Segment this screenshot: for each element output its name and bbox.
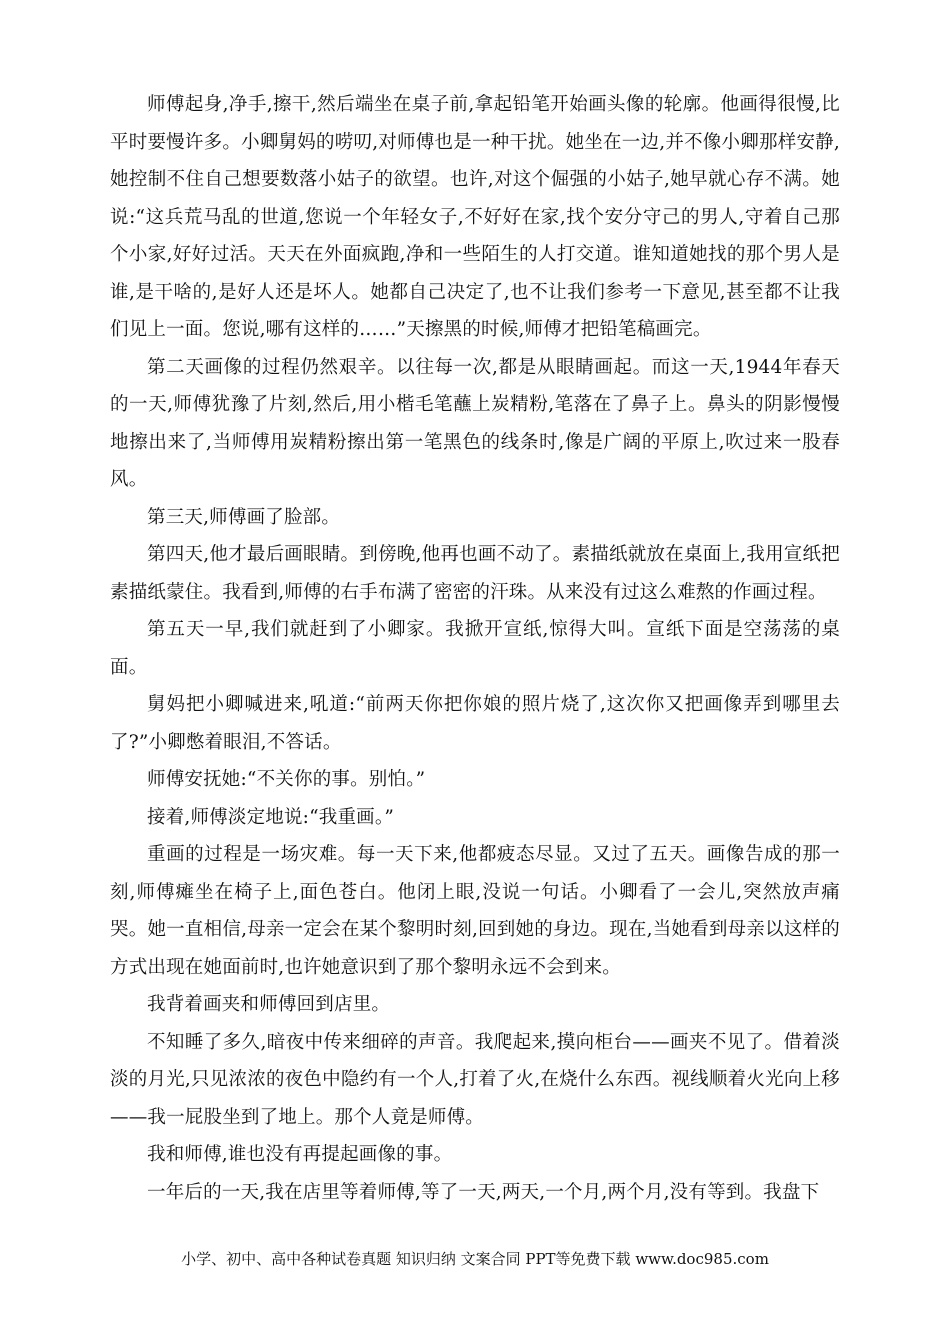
paragraph-2: 第二天画像的过程仍然艰辛。以往每一次,都是从眼睛画起。而这一天,1944年春天的一天,师傅犹豫了片刻,然后,用小楷毛笔蘸上炭精粉,笔落在了鼻子上。鼻头的阴影慢慢地擦出来了,当师傅用炭精粉擦出第一笔黑色的线条时,像是广阔的平原上,吹过来一股春风。 [110,356,840,490]
paragraph-11: 不知睡了多久,暗夜中传来细碎的声音。我爬起来,摸向柜台——画夹不见了。借着淡淡的月光,只见浓浓的夜色中隐约有一个人,打着了火,在烧什么东西。视线顺着火光向上移——我一屁股坐到了地上。那个人竟是师傅。 [110,1031,840,1128]
paragraph-9: 重画的过程是一场灾难。每一天下来,他都疲态尽显。又过了五天。画像告成的那一刻,师傅瘫坐在椅子上,面色苍白。他闭上眼,没说一句话。小卿看了一会儿,突然放声痛哭。她一直相信,母亲一定会在某个黎明时刻,回到她的身边。现在,当她看到母亲以这样的方式出现在她面前时,也许她意识到了那个黎明永远不会到来。 [110,844,840,978]
paragraph-4: 第四天,他才最后画眼睛。到傍晚,他再也画不动了。素描纸就放在桌面上,我用宣纸把素描纸蒙住。我看到,师傅的右手布满了密密的汗珠。从来没有过这么难熬的作画过程。 [110,544,840,603]
paragraph-12: 我和师傅,谁也没有再提起画像的事。 [147,1144,453,1165]
paragraph-6: 舅妈把小卿喊进来,吼道:“前两天你把你娘的照片烧了,这次你又把画像弄到哪里去了?”小卿憋着眼泪,不答话。 [110,694,840,753]
paragraph-3: 第三天,师傅画了脸部。 [147,506,341,528]
paragraph-7: 师傅安抚她:“不关你的事。别怕。” [147,769,426,790]
document-body [110,86,840,1211]
paragraph-8: 接着,师傅淡定地说:“我重画。” [147,806,394,828]
paragraph-10: 我背着画夹和师傅回到店里。 [147,994,391,1015]
page-footer: 小学、初中、高中各种试卷真题 知识归纳 文案合同 PPT等免费下载 www.doc985.com [181,1250,769,1268]
paragraph-13: 一年后的一天,我在店里等着师傅,等了一天,两天,一个月,两个月,没有等到。我盘下 [147,1181,820,1203]
paragraph-5: 第五天一早,我们就赶到了小卿家。我掀开宣纸,惊得大叫。宣纸下面是空荡荡的桌面。 [110,619,840,678]
paragraph-1: 师傅起身,净手,擦干,然后端坐在桌子前,拿起铅笔开始画头像的轮廓。他画得很慢,比平时要慢许多。小卿舅妈的唠叨,对师傅也是一种干扰。她坐在一边,并不像小卿那样安静,她控制不住自己想要数落小姑子的欲望。也许,对这个倔强的小姑子,她早就心存不满。她说:“这兵荒马乱的世道,您说一个年轻女子,不好好在家,找个安分守己的男人,守着自己那个小家,好好过活。天天在外面疯跑,净和一些陌生的人打交道。谁知道她找的那个男人是谁,是干啥的,是好人还是坏人。她都自己决定了,也不让我们参考一下意见,甚至都不让我们见上一面。您说,哪有这样的……”天擦黑的时候,师傅才把铅笔稿画完。 [110,94,840,340]
